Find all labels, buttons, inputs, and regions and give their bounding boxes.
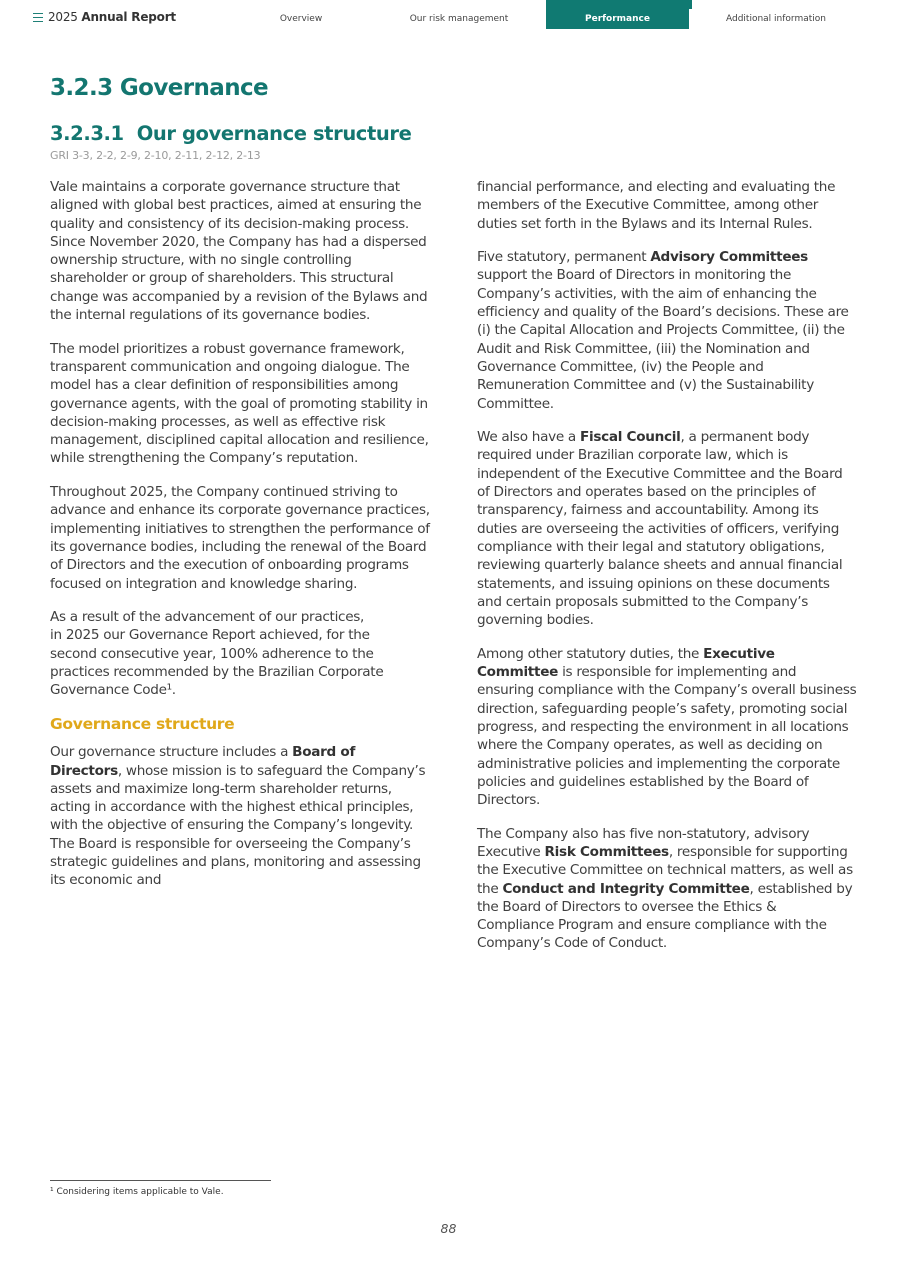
footnote: ¹ Considering items applicable to Vale. (50, 1187, 224, 1197)
paragraph-line: practices recommended by the Brazilian Corporate (50, 664, 384, 681)
section-title: 3.2.3 Governance (50, 75, 269, 101)
subsection-title (50, 122, 411, 145)
tab-overview[interactable]: Overview (279, 14, 323, 24)
text-run: , whose mission is to safeguard the Company’s assets and maximize long-term shareholder returns, acting in accordance with the highest ethical principles, with the objective of ensuring the Company’s longevity. The Board is responsible for overseeing the Company’s strategic guidelines and plans, monitoring and assessing its economic and (50, 762, 426, 889)
subsection-number: 3.2.3.1 (50, 122, 124, 145)
paragraph-line: Governance Code¹. (50, 682, 176, 699)
bold-term-fiscal-council: Fiscal Council (579, 429, 681, 446)
left-column (50, 178, 430, 905)
tab-additional-information[interactable]: Additional information (726, 14, 826, 24)
text-run: , a permanent body required under Brazilian corporate law, which is independent of the Executive Committee and the Board of Directors and operates based on the principles of transparency, fairness and accountability. Among its duties are overseeing the activities of officers, verifying compliance with their legal and statutory obligations, reviewing quarterly balance sheets and annual financial statements, and issuing opinions on these documents and certain proposals submitted to the Company’s governing bodies. (477, 429, 843, 629)
paragraph-fiscal-council (477, 428, 857, 629)
tab-our-risk-management[interactable]: Our risk management (409, 14, 509, 24)
text-run: Our governance structure includes a (50, 744, 293, 761)
text-run: Five statutory, permanent (477, 249, 651, 266)
tab-performance[interactable]: Performance (546, 0, 689, 29)
paragraph-line: As a result of the advancement of our practices, (50, 609, 365, 626)
paragraph-governance-model: The model prioritizes a robust governance framework, transparent communication and ongoing dialogue. The model has a clear definition of responsibilities among governance agents, with the goal of promoting stability in decision-making processes, as well as effective risk management, disciplined capital allocation and resilience, while strengthening the Company’s reputation. (50, 340, 429, 467)
bold-term-conduct-integrity-committee: Conduct and Integrity Committee (502, 880, 750, 897)
text-run: is responsible for implementing and ensuring compliance with the Company’s overall business direction, safeguarding people’s safety, promoting social progress, and respecting the environment in all locations where the Company operates, as well as deciding on administrative policies and implementing the corporate policies and guidelines established by the Board of Directors. (477, 664, 857, 809)
gri-references: GRI 3-3, 2-2, 2-9, 2-10, 2-11, 2-12, 2-13 (50, 149, 261, 162)
paragraph-advisory-committees (477, 248, 857, 413)
paragraph-risk-committees (477, 825, 857, 953)
text-run: The Company also has five non-statutory, advisory Executive (477, 825, 810, 860)
text-run: Among other statutory duties, the (477, 645, 704, 662)
text-run: , established by the Board of Directors to oversee the Ethics & Compliance Program and ensure compliance with the Company’s Code of Conduct. (477, 880, 853, 952)
top-navigation-bar (0, 0, 897, 30)
brand-name: Annual Report (81, 10, 176, 24)
page-number: 88 (440, 1221, 457, 1236)
bold-term-risk-committees: Risk Committees (544, 843, 669, 860)
paragraph-board-of-directors (50, 743, 430, 889)
text-run: , responsible for supporting the Executive Committee on technical matters, as well as the (477, 843, 853, 897)
footnote-divider (50, 1180, 271, 1181)
paragraph-board-duties: financial performance, and electing and evaluating the members of the Executive Committee, among other duties set forth in the Bylaws and its Internal Rules. (477, 179, 836, 232)
paragraph-2025-initiatives: Throughout 2025, the Company continued striving to advance and enhance its corporate governance practices, implementing initiatives to strengthen the performance of its governance bodies, including the renewal of the Board of Directors and the execution of onboarding programs focused on integration and knowledge sharing. (50, 484, 430, 592)
paragraph-structure-overview: Vale maintains a corporate governance structure that aligned with global best practices, aimed at ensuring the quality and consistency of its decision-making process. Since November 2020, the Company has had a dispersed ownership structure, with no single controlling shareholder or group of shareholders. This structural change was accompanied by a revision of the Bylaws and the internal regulations of its governance bodies. (50, 179, 428, 324)
brand-year: 2025 (48, 10, 78, 24)
paragraph-line: in 2025 our Governance Report achieved, for the (50, 627, 370, 644)
subsection-label: Our governance structure (136, 122, 412, 145)
right-column (477, 178, 857, 968)
text-run: We also have a (477, 429, 580, 446)
paragraph-executive-committee (477, 645, 857, 810)
active-tab-marker (689, 0, 692, 9)
paragraph-governance-report (50, 608, 430, 699)
governance-structure-heading: Governance structure (50, 714, 235, 733)
report-brand[interactable] (48, 10, 176, 24)
text-run: support the Board of Directors in monitoring the Company’s activities, with the aim of enhancing the efficiency and quality of the Board’s decisions. These are (i) the Capital Allocation and Projects Committee, (ii) the Audit and Risk Committee, (iii) the Nomination and Governance Committee, (iv) the People and Remuneration Committee and (v) the Sustainability Committee. (477, 267, 849, 412)
bold-term-board-of-directors: Board of Directors (50, 744, 356, 779)
hamburger-menu-icon[interactable] (33, 13, 43, 22)
paragraph-line: second consecutive year, 100% adherence to the (50, 645, 374, 662)
bold-term-advisory-committees: Advisory Committees (650, 249, 808, 266)
bold-term-executive-committee: Executive Committee (477, 645, 775, 681)
